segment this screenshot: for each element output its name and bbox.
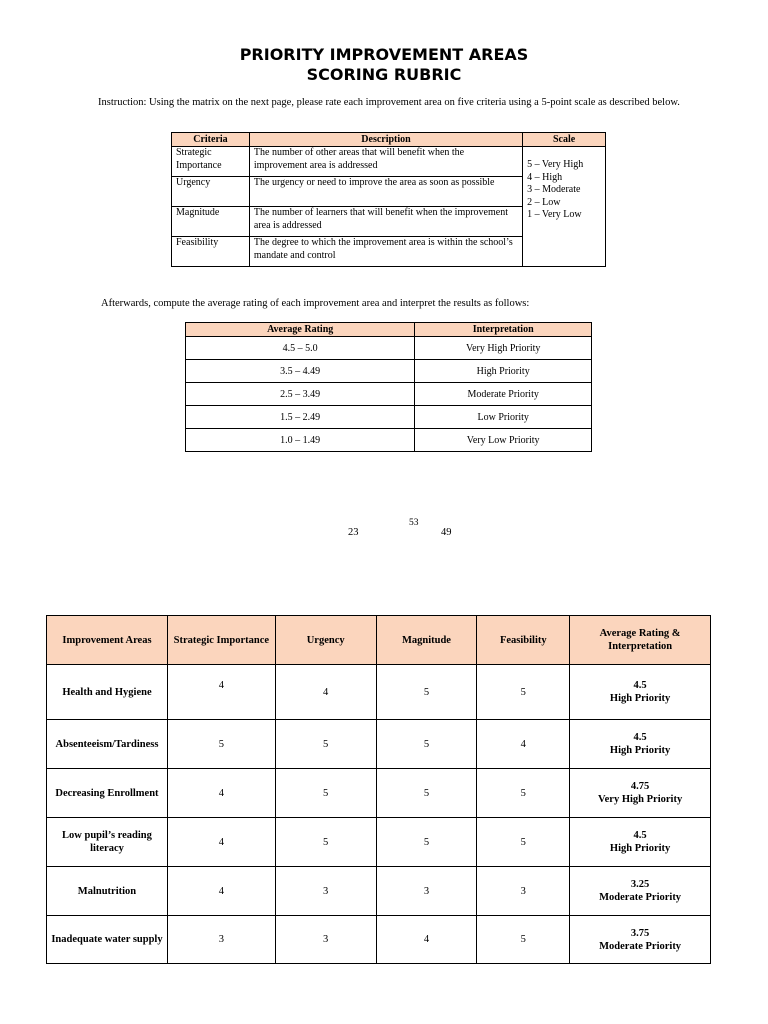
strategic-cell: 4 (167, 867, 275, 916)
scale-item: 4 – High (527, 171, 563, 183)
urgency-cell: 3 (275, 867, 376, 916)
magnitude-cell: 5 (376, 818, 477, 867)
criteria-cell: Strategic Importance (172, 147, 250, 177)
average-cell (570, 916, 711, 964)
area-cell: Decreasing Enrollment (47, 769, 168, 818)
strategic-cell: 4 (167, 665, 275, 720)
strategic-importance-header: Strategic Importance (167, 616, 275, 665)
magnitude-cell: 5 (376, 665, 477, 720)
table-row (47, 867, 711, 916)
strategic-cell: 4 (167, 818, 275, 867)
average-interpretation: Very High Priority (598, 794, 683, 805)
urgency-header: Urgency (275, 616, 376, 665)
range-cell: 4.5 – 5.0 (186, 337, 415, 360)
area-cell: Absenteeism/Tardiness (47, 720, 168, 769)
magnitude-header: Magnitude (376, 616, 477, 665)
table-row (47, 818, 711, 867)
feasibility-cell: 5 (477, 818, 570, 867)
table-row (186, 383, 592, 406)
criteria-cell: Feasibility (172, 237, 250, 267)
feasibility-cell: 5 (477, 665, 570, 720)
strategic-cell: 4 (167, 769, 275, 818)
table-row (47, 916, 711, 964)
stray-number: 23 (348, 527, 359, 538)
scale-item: 3 – Moderate (527, 184, 581, 195)
table-row (47, 720, 711, 769)
table-row (47, 769, 711, 818)
average-interpretation: Moderate Priority (599, 940, 682, 952)
average-cell (570, 720, 711, 769)
description-header: Description (249, 133, 522, 147)
feasibility-cell: 5 (477, 916, 570, 964)
table-row (186, 360, 592, 383)
criteria-cell: Urgency (172, 177, 250, 207)
interpretation-cell: High Priority (415, 360, 592, 383)
magnitude-cell: 4 (376, 916, 477, 964)
stray-number: 53 (409, 518, 419, 528)
feasibility-cell: 4 (477, 720, 570, 769)
improvement-areas-header: Improvement Areas (47, 616, 168, 665)
table-row (186, 429, 592, 452)
average-value: 4.75 (630, 781, 650, 792)
area-cell: Low pupil’s reading literacy (47, 818, 168, 867)
area-cell: Malnutrition (47, 867, 168, 916)
magnitude-cell: 5 (376, 720, 477, 769)
average-interpretation: High Priority (609, 745, 671, 756)
urgency-cell: 5 (275, 769, 376, 818)
rating-header-row (186, 323, 592, 337)
feasibility-header: Feasibility (477, 616, 570, 665)
average-interpretation: Moderate Priority (599, 892, 682, 903)
interpretation-cell: Moderate Priority (415, 383, 592, 406)
average-rating-header: Average Rating (186, 323, 415, 337)
average-cell (570, 818, 711, 867)
table-row (47, 665, 711, 720)
range-cell: 2.5 – 3.49 (186, 383, 415, 406)
instruction-text: Instruction: Using the matrix on the next page, please rate each improvement area on five criteria using a 5-point scale as described below. (98, 97, 680, 108)
scale-header: Scale (523, 133, 606, 147)
average-cell (570, 665, 711, 720)
interpretation-cell: Very High Priority (415, 337, 592, 360)
average-value: 4.5 (633, 680, 647, 691)
description-cell: The degree to which the improvement area is within the school’s mandate and control (249, 237, 522, 267)
average-interpretation: High Priority (609, 843, 671, 854)
strategic-cell: 5 (167, 720, 275, 769)
feasibility-cell: 3 (477, 867, 570, 916)
average-cell (570, 867, 711, 916)
average-interpretation: High Priority (609, 693, 671, 704)
stray-number: 49 (441, 527, 452, 538)
scale-item: 5 – Very High (527, 159, 584, 170)
matrix-header-row (47, 616, 711, 665)
table-row (186, 406, 592, 429)
urgency-cell: 4 (275, 665, 376, 720)
average-value: 4.5 (633, 830, 647, 841)
page-title: PRIORITY IMPROVEMENT AREAS (239, 45, 529, 64)
page-subtitle: SCORING RUBRIC (306, 65, 462, 84)
criteria-cell: Magnitude (172, 207, 250, 237)
interpretation-header: Interpretation (415, 323, 592, 337)
area-cell: Health and Hygiene (47, 665, 168, 720)
scale-item: 1 – Very Low (527, 209, 582, 220)
average-value: 3.25 (630, 879, 650, 890)
urgency-cell: 5 (275, 720, 376, 769)
magnitude-cell: 3 (376, 867, 477, 916)
average-value: 3.75 (630, 927, 650, 939)
range-cell: 3.5 – 4.49 (186, 360, 415, 383)
criteria-header: Criteria (172, 133, 250, 147)
range-cell: 1.5 – 2.49 (186, 406, 415, 429)
urgency-cell: 5 (275, 818, 376, 867)
table-row (172, 147, 606, 177)
range-cell: 1.0 – 1.49 (186, 429, 415, 452)
scale-item: 2 – Low (527, 196, 561, 208)
area-cell: Inadequate water supply (47, 916, 168, 964)
table-row (186, 337, 592, 360)
average-rating-header: Average Rating & Interpretation (570, 616, 711, 665)
magnitude-cell: 5 (376, 769, 477, 818)
description-cell: The number of learners that will benefit when the improvement area is addressed (249, 207, 522, 237)
average-cell (570, 769, 711, 818)
feasibility-cell: 5 (477, 769, 570, 818)
rating-table (185, 322, 592, 452)
urgency-cell: 3 (275, 916, 376, 964)
interpretation-cell: Low Priority (415, 406, 592, 429)
interpretation-cell: Very Low Priority (415, 429, 592, 452)
scale-cell (523, 147, 606, 267)
description-cell: The number of other areas that will benefit when the improvement area is addressed (249, 147, 522, 177)
criteria-table (171, 132, 606, 267)
average-value: 4.5 (633, 732, 647, 743)
priority-matrix-table (46, 615, 711, 964)
description-cell: The urgency or need to improve the area as soon as possible (249, 177, 522, 207)
strategic-cell: 3 (167, 916, 275, 964)
criteria-header-row (172, 133, 606, 147)
afterwards-text: Afterwards, compute the average rating of each improvement area and interpret the results as follows: (101, 298, 530, 309)
